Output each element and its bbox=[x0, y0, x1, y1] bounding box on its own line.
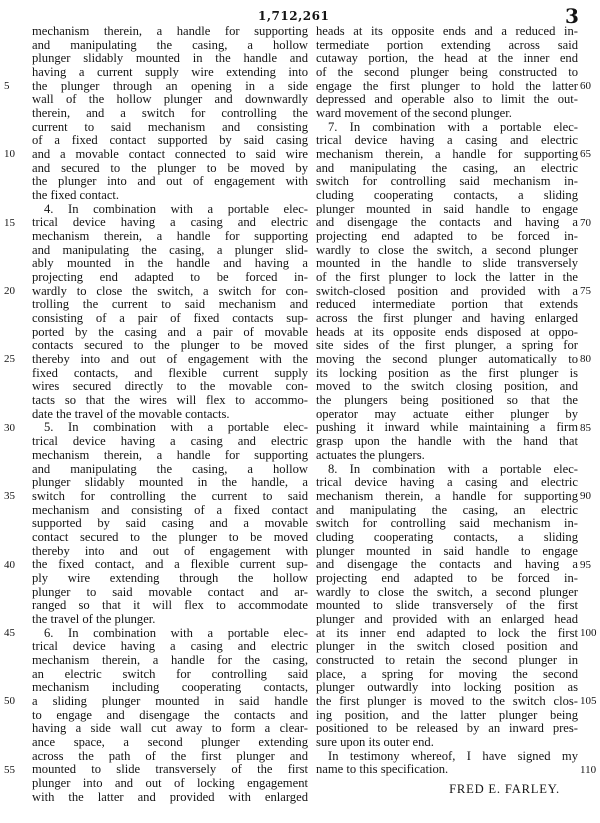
text-line: and secured to the plunger to be moved by bbox=[32, 161, 308, 175]
text-line: across the first plunger and having enlarged bbox=[316, 312, 578, 326]
text-line: ranged so that it will flex to accommodate bbox=[32, 599, 308, 613]
text-line: wardly to close the switch, a second plunger bbox=[316, 585, 578, 599]
margin-line-number: 35 bbox=[4, 490, 15, 503]
text-line: ply wire extending through the hollow bbox=[32, 571, 308, 585]
margin-line-number: 50 bbox=[4, 695, 15, 708]
text-line: constructed to retain the second plunger in bbox=[316, 653, 578, 667]
margin-line-number: 45 bbox=[4, 626, 15, 639]
text-line: ported by the casing and a pair of movable bbox=[32, 325, 308, 339]
text-line: mechanism therein, a handle for the casing, bbox=[32, 653, 308, 667]
text-line: 8. In combination with a portable elec- bbox=[328, 462, 578, 476]
text-line: projecting end adapted to be forced in- bbox=[32, 271, 308, 285]
text-line: having a side wall cut away to form a clear- bbox=[32, 722, 308, 736]
text-line: switch for controlling the current to said bbox=[32, 489, 308, 503]
text-line: positioned to be released by an inward pres- bbox=[316, 722, 578, 736]
text-line: and a movable contact connected to said wire bbox=[32, 148, 308, 162]
text-line: trical device having a casing and electric bbox=[316, 476, 578, 490]
text-line: therein, and a switch for controlling the bbox=[32, 107, 308, 121]
text-line: contacts secured to the plunger to be moved bbox=[32, 339, 308, 353]
text-line: mounted to slide transversely of the first bbox=[316, 599, 578, 613]
text-line: contact secured to the plunger to be moved bbox=[32, 530, 308, 544]
margin-line-number: 80 bbox=[580, 353, 591, 366]
text-line: ance space, a second plunger extending bbox=[32, 735, 308, 749]
text-line: sure upon its outer end. bbox=[316, 735, 434, 749]
text-line: cluding cooperating contacts, a sliding bbox=[316, 530, 578, 544]
text-line: grasp upon the handle with the hand that bbox=[316, 435, 578, 449]
text-line: mechanism therein, a handle for supporting bbox=[32, 25, 308, 38]
text-line: wardly to close the switch, a switch for con- bbox=[32, 284, 308, 298]
text-line: date the travel of the movable contacts. bbox=[32, 407, 230, 421]
text-line: and manipulating the casing, an electric bbox=[316, 161, 578, 175]
text-line: mounted in the handle to slide transversely bbox=[316, 257, 578, 271]
text-line: plunger slidably mounted in the handle and bbox=[32, 52, 308, 66]
page-number: 3 bbox=[565, 4, 579, 28]
text-line: 5. In combination with a portable elec- bbox=[44, 421, 308, 435]
text-line: mechanism therein, a handle for supporting bbox=[32, 230, 308, 244]
text-line: place, a spring for moving the second bbox=[316, 667, 578, 681]
text-line: cluding cooperating contacts, a sliding bbox=[316, 189, 578, 203]
margin-line-number: 30 bbox=[4, 421, 15, 434]
text-line: ing position, and the latter plunger being bbox=[316, 708, 578, 722]
text-line: supported by said casing and a movable bbox=[32, 517, 308, 531]
text-line: site sides of the first plunger, a spring for bbox=[316, 339, 578, 353]
margin-line-number: 20 bbox=[4, 284, 15, 297]
text-line: plunger mounted in said handle to engage bbox=[316, 544, 578, 558]
text-line: plunger in the switch closed position and bbox=[316, 640, 578, 654]
margin-line-number: 5 bbox=[4, 79, 10, 92]
text-line: plunger to said movable contact and ar- bbox=[32, 585, 308, 599]
text-line: plunger into and out of locking engagement bbox=[32, 776, 308, 790]
text-line: plunger mounted in said handle to engage bbox=[316, 202, 578, 216]
text-line: and manipulating the casing, a plunger slid- bbox=[32, 243, 308, 257]
text-line: 6. In combination with a portable elec- bbox=[44, 626, 308, 640]
margin-line-number: 90 bbox=[580, 490, 591, 503]
text-line: of the second plunger being constructed to bbox=[316, 66, 578, 80]
left-column bbox=[32, 25, 308, 804]
margin-line-number: 95 bbox=[580, 558, 591, 571]
text-line: the plunger through an opening in a side bbox=[32, 79, 308, 93]
text-line: projecting end adapted to be forced in- bbox=[316, 571, 578, 585]
text-line: to engage and disengage the contacts and bbox=[32, 708, 308, 722]
margin-line-number: 105 bbox=[580, 695, 597, 708]
margin-line-number: 55 bbox=[4, 763, 15, 776]
text-line: the fixed contact, and a flexible current sup- bbox=[32, 558, 308, 572]
text-line: thereby into and out of engagement with bbox=[32, 544, 308, 558]
text-line: the travel of the plunger. bbox=[32, 612, 156, 626]
text-line: wall of the hollow plunger and downwardly bbox=[32, 93, 308, 107]
text-line: current to said mechanism and consisting bbox=[32, 120, 308, 134]
text-line: and manipulating the casing, a hollow bbox=[32, 462, 308, 476]
text-line: mounted to slide transversely of the first bbox=[32, 763, 308, 777]
margin-line-number: 65 bbox=[580, 148, 591, 161]
margin-line-number: 70 bbox=[580, 216, 591, 229]
text-line: plunger outwardly into locking position as bbox=[316, 681, 578, 695]
text-line: fixed contacts, and flexible current supply bbox=[32, 366, 308, 380]
text-line: and disengage the contacts and having a bbox=[316, 558, 578, 572]
text-line: an electric switch for controlling said bbox=[32, 667, 308, 681]
text-line: of the first plunger to lock the latter in the bbox=[316, 271, 578, 285]
text-line: trical device having a casing and electric bbox=[32, 435, 308, 449]
text-line: switch for controlling said mechanism in- bbox=[316, 175, 578, 189]
text-line: mechanism therein, a handle for supporting bbox=[316, 148, 578, 162]
text-line: switch-closed position and provided with a bbox=[316, 284, 578, 298]
text-line: heads at its opposite ends disposed at oppo- bbox=[316, 325, 578, 339]
text-line: mechanism therein, a handle for supporting bbox=[32, 448, 308, 462]
text-line: ward movement of the second plunger. bbox=[316, 107, 512, 121]
margin-line-number: 100 bbox=[580, 626, 597, 639]
text-line: and manipulating the casing, a hollow bbox=[32, 38, 308, 52]
text-line: and manipulating the casing, an electric bbox=[316, 503, 578, 517]
text-line: reduced intermediate portion that extends bbox=[316, 298, 578, 312]
text-line: ably mounted in the handle and having a bbox=[32, 257, 308, 271]
text-line: having a current supply wire extending into bbox=[32, 66, 308, 80]
text-line: plunger slidably mounted in the handle, a bbox=[32, 476, 308, 490]
text-line: mechanism including cooperating contacts, bbox=[32, 681, 308, 695]
margin-line-number: 40 bbox=[4, 558, 15, 571]
text-line: name to this specification. bbox=[316, 763, 449, 777]
text-line: switch for controlling said mechanism in- bbox=[316, 517, 578, 531]
text-line: the plunger into and out of engagement with bbox=[32, 175, 308, 189]
right-column bbox=[316, 25, 578, 797]
text-line: at its inner end adapted to lock the first bbox=[316, 626, 578, 640]
text-line: engage the first plunger to hold the latter bbox=[316, 79, 578, 93]
text-line: In testimony whereof, I have signed my bbox=[328, 749, 578, 763]
text-line: mechanism and consisting of a fixed contact bbox=[32, 503, 308, 517]
text-line: actuates the plungers. bbox=[316, 448, 425, 462]
text-line: moved to the switch closing position, and bbox=[316, 380, 578, 394]
text-line: trical device having a casing and electric bbox=[32, 216, 308, 230]
text-line: mechanism therein, a handle for supporting bbox=[316, 489, 578, 503]
margin-line-number: 75 bbox=[580, 284, 591, 297]
text-line: trical device having a casing and electric bbox=[32, 640, 308, 654]
text-line: trolling the current to said mechanism and bbox=[32, 298, 308, 312]
text-line: trical device having a casing and electric bbox=[316, 134, 578, 148]
margin-line-number: 110 bbox=[580, 763, 597, 776]
text-line: moving the second plunger automatically to bbox=[316, 353, 578, 367]
text-line: with the latter and provided with enlarged bbox=[32, 790, 308, 804]
margin-line-number: 25 bbox=[4, 353, 15, 366]
text-line: heads at its opposite ends and a reduced in- bbox=[316, 25, 578, 38]
text-line: wires secured directly to the movable con- bbox=[32, 380, 308, 394]
text-line: 4. In combination with a portable elec- bbox=[44, 202, 308, 216]
text-line: the first plunger is moved to the switch clos- bbox=[316, 694, 578, 708]
margin-line-number: 15 bbox=[4, 216, 15, 229]
text-line: its locking position as the first plunger is bbox=[316, 366, 578, 380]
text-line: across the path of the first plunger and bbox=[32, 749, 308, 763]
text-line: thereby into and out of engagement with the bbox=[32, 353, 308, 367]
text-line: and disengage the contacts and having a bbox=[316, 216, 578, 230]
margin-line-number: 85 bbox=[580, 421, 591, 434]
text-line: of a fixed contact supported by said casing bbox=[32, 134, 308, 148]
text-line: consisting of a pair of fixed contacts sup- bbox=[32, 312, 308, 326]
text-line: depressed and operable also to limit the out- bbox=[316, 93, 578, 107]
text-line: operator may actuate either plunger by bbox=[316, 407, 578, 421]
text-line: the fixed contact. bbox=[32, 189, 120, 203]
margin-line-number: 60 bbox=[580, 79, 591, 92]
text-line: cutaway portion, the head at the inner end bbox=[316, 52, 578, 66]
text-line: 7. In combination with a portable elec- bbox=[328, 120, 578, 134]
margin-line-number: 10 bbox=[4, 148, 15, 161]
text-line: plunger and provided with an enlarged head bbox=[316, 612, 578, 626]
text-line: the plungers being positioned so that the bbox=[316, 394, 578, 408]
text-line: tacts so that the wires will flex to accommo- bbox=[32, 394, 308, 408]
text-line: termediate portion extending across said bbox=[316, 38, 578, 52]
signature: FRED E. FARLEY. bbox=[449, 782, 560, 796]
text-line: pushing it inward while maintaining a firm bbox=[316, 421, 578, 435]
text-line: a sliding plunger mounted in said handle bbox=[32, 694, 308, 708]
text-line: projecting end adapted to be forced in- bbox=[316, 230, 578, 244]
text-line: wardly to close the switch, a second plunger bbox=[316, 243, 578, 257]
patent-number: 1,712,261 bbox=[258, 9, 330, 23]
